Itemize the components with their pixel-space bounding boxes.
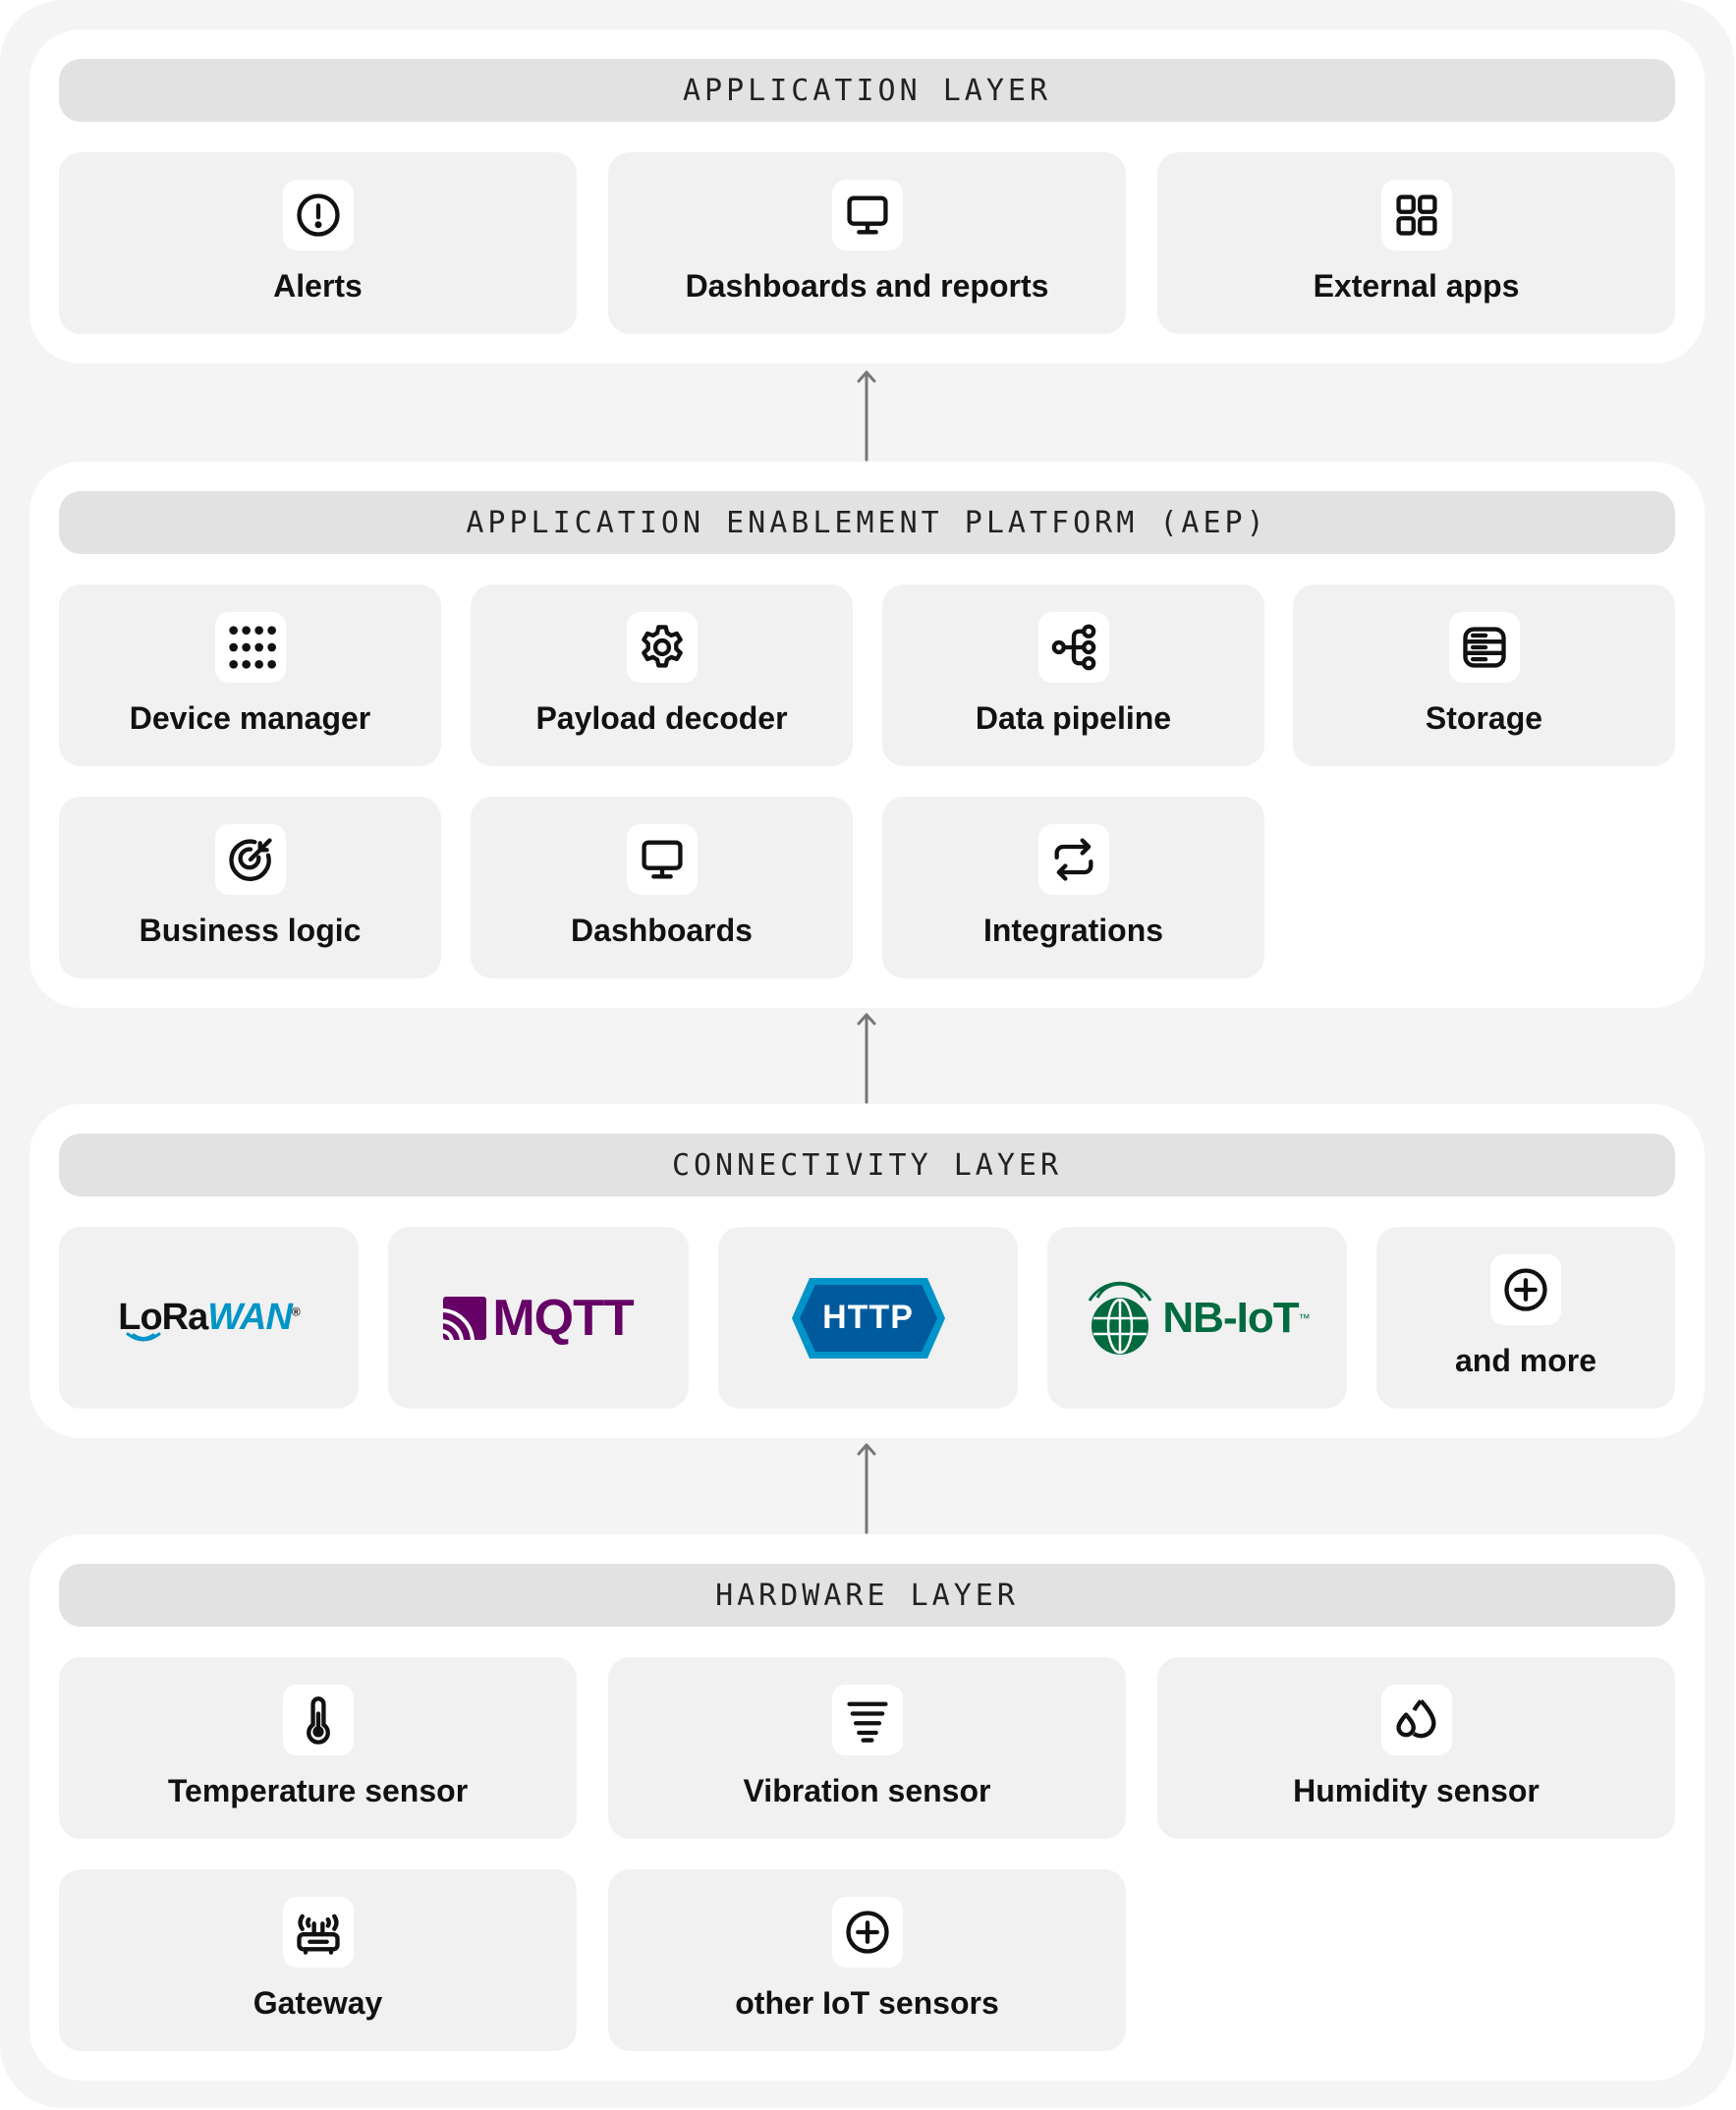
card-label: Integrations xyxy=(982,913,1164,948)
card-label: Business logic xyxy=(139,913,362,948)
card-dashboards-and-reports xyxy=(608,152,1126,334)
globe-icon xyxy=(1084,1279,1156,1358)
card-label: Humidity sensor xyxy=(1293,1773,1540,1808)
mqtt-signal-icon xyxy=(443,1297,486,1340)
aep-layer-panel xyxy=(29,462,1705,1008)
card-nb-iot xyxy=(1047,1227,1347,1409)
trademark-mark: ™ xyxy=(1298,1310,1311,1325)
apps-grid-icon xyxy=(1381,180,1452,250)
card-humidity-sensor xyxy=(1157,1657,1675,1839)
arrow-up-icon xyxy=(857,369,876,462)
target-icon xyxy=(215,824,286,895)
card-and-more xyxy=(1376,1227,1675,1409)
card-external-apps xyxy=(1157,152,1675,334)
lorawan-lora-text: LoRa xyxy=(118,1297,208,1338)
droplets-icon xyxy=(1381,1685,1452,1755)
card-device-manager xyxy=(59,584,441,766)
nb-iot-logo-text: NB-IoT xyxy=(1162,1293,1299,1342)
card-mqtt xyxy=(388,1227,689,1409)
card-payload-decoder xyxy=(471,584,853,766)
card-label: Device manager xyxy=(129,700,371,736)
card-temperature-sensor xyxy=(59,1657,577,1839)
pipeline-icon xyxy=(1038,612,1109,683)
vibration-icon xyxy=(832,1685,903,1755)
monitor-icon xyxy=(627,824,698,895)
card-business-logic xyxy=(59,797,441,978)
card-label: Storage xyxy=(1425,700,1543,736)
card-integrations xyxy=(882,797,1264,978)
card-label: Alerts xyxy=(273,268,363,304)
router-icon xyxy=(283,1897,354,1968)
alert-circle-icon xyxy=(283,180,354,250)
card-other-iot-sensors xyxy=(608,1869,1126,2051)
monitor-icon xyxy=(832,180,903,250)
connectivity-layer-title: CONNECTIVITY LAYER xyxy=(59,1134,1675,1196)
aep-layer-title: APPLICATION ENABLEMENT PLATFORM (AEP) xyxy=(59,491,1675,554)
card-label: Data pipeline xyxy=(975,700,1172,736)
lorawan-wan-text: WAN xyxy=(207,1297,292,1338)
lorawan-logo xyxy=(59,1227,359,1409)
hardware-layer-title: HARDWARE LAYER xyxy=(59,1564,1675,1627)
card-gateway xyxy=(59,1869,577,2051)
mqtt-logo xyxy=(388,1227,689,1409)
card-label: Temperature sensor xyxy=(167,1773,469,1808)
card-label: Payload decoder xyxy=(535,700,788,736)
arrow-up-icon xyxy=(857,1012,876,1104)
card-storage xyxy=(1293,584,1675,766)
card-label: Dashboards xyxy=(571,913,753,948)
card-label: and more xyxy=(1454,1343,1597,1378)
signal-waves-icon xyxy=(124,1332,163,1348)
http-logo-text: HTTP xyxy=(822,1299,914,1336)
gear-icon xyxy=(627,612,698,683)
arrow-up-icon xyxy=(857,1442,876,1534)
sync-icon xyxy=(1038,824,1109,895)
registered-mark: ® xyxy=(291,1305,300,1319)
connectivity-layer-panel xyxy=(29,1104,1705,1438)
card-label: External apps xyxy=(1313,268,1520,304)
card-label: Gateway xyxy=(252,1985,383,2021)
card-alerts xyxy=(59,152,577,334)
application-layer-title: APPLICATION LAYER xyxy=(59,59,1675,122)
card-label: Vibration sensor xyxy=(743,1773,991,1808)
card-dashboards xyxy=(471,797,853,978)
mqtt-logo-text: MQTT xyxy=(492,1289,634,1347)
card-label: Dashboards and reports xyxy=(685,268,1049,304)
dots-grid-icon xyxy=(215,612,286,683)
plus-circle-icon xyxy=(1490,1254,1561,1325)
card-http xyxy=(718,1227,1018,1409)
card-vibration-sensor xyxy=(608,1657,1126,1839)
application-layer-panel xyxy=(29,29,1705,363)
nb-iot-logo xyxy=(1047,1227,1347,1409)
card-lorawan xyxy=(59,1227,359,1409)
hardware-layer-panel xyxy=(29,1534,1705,2081)
thermometer-icon xyxy=(283,1685,354,1755)
card-data-pipeline xyxy=(882,584,1264,766)
http-logo xyxy=(718,1227,1018,1409)
storage-icon xyxy=(1449,612,1520,683)
plus-circle-icon xyxy=(832,1897,903,1968)
card-label: other IoT sensors xyxy=(735,1985,999,2021)
